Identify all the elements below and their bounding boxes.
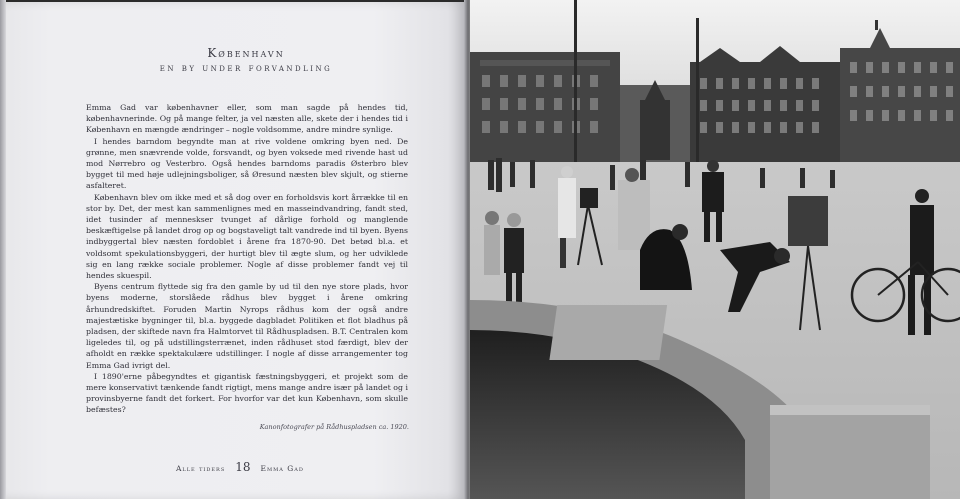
paragraph: Byens centrum flyttede sig fra den gamle by ud til den nye store plads, hvor byens moderne, storslåede rådhus blev bygget i årene omkring århundredskiftet. Foruden Martin Nyrops rådhus kom der også andre majestætiske bygninger til, bl.a. byggede dagbladet Politiken et flot bladhus på pladsen, der skiftede navn fra Halmtorvet til Rådhuspladsen. B.T. Centralen kom ligeledes til, og på udstillingsterrænet, inden rådhuset stod færdigt, blev der afholdt en række spektakulære udstillinger. I nogle af disse arrangementer tog Emma Gad ivrigt del. [86, 282, 408, 370]
body-text [86, 102, 408, 416]
footer-series: Alle tiders [176, 464, 226, 473]
left-page [4, 2, 466, 499]
paragraph: Emma Gad var københavner eller, som man sagde på hendes tid, københavnerinde. Og på mange felter, ja vel næsten alle, skete der i hendes tid i København en mængde ændringer – nogle voldsomme, andre mindre synlige. [86, 103, 408, 135]
paragraph: I 1890'erne påbegyndtes et gigantisk fæstningsbyggeri, et projekt som de mere konservativt tænkende fandt rigtigt, mens mange andre især på landet og i provinsbyerne fandt det forkert. For hvorfor var det kun København, som skulle befæstes? [86, 371, 408, 415]
right-page-photo [470, 0, 960, 499]
chapter-subtitle: en by under forvandling [159, 62, 333, 74]
page-number: 18 [235, 460, 251, 474]
footer-author: Emma Gad [260, 464, 304, 473]
page-edge [0, 0, 6, 499]
photo-caption: Kanonfotografer på Rådhuspladsen ca. 1920. [259, 423, 409, 431]
lamp-post [574, 0, 577, 175]
paragraph: København blev om ikke med et så dog over en forholdsvis kort årrække til en stor by. Det, der mest kan sammenlignes med en masseindvandring, fandt sted, idet tusinder af menneskser tvunget af dårlige forhold og manglende beskæftigelse på landet drog op og bogstaveligt talt vandrede ind til byen. Byens indbyggertal blev næsten fordoblet i årene fra 1870-90. Det betød bl.a. et voldsomt spekulationsbyggeri, der hurtigt blev til ægte slum, og her udviklede sig en lang række sociale problemer. Nogle af disse problemer fandt vej til hendes skuespil. [86, 192, 408, 281]
lamp-post [696, 18, 699, 168]
paragraph: I hendes barndom begyndte man at rive voldene omkring byen ned. De grønne, men snævrende volde, forsvandt, og byen voksede med rivende hast ud mod Nørrebro og Vesterbro. Også hendes barndoms paradis Østerbro blev bygget til med høje udlejningsboliger, så Øresund næsten blev skjult, og stierne asfalteret. [86, 136, 408, 191]
chapter-heading [86, 46, 406, 74]
stone-block [770, 405, 930, 499]
historic-photo [470, 0, 960, 499]
page-footer [176, 460, 326, 474]
stone-block [549, 305, 667, 360]
chapter-title: København [207, 46, 285, 60]
